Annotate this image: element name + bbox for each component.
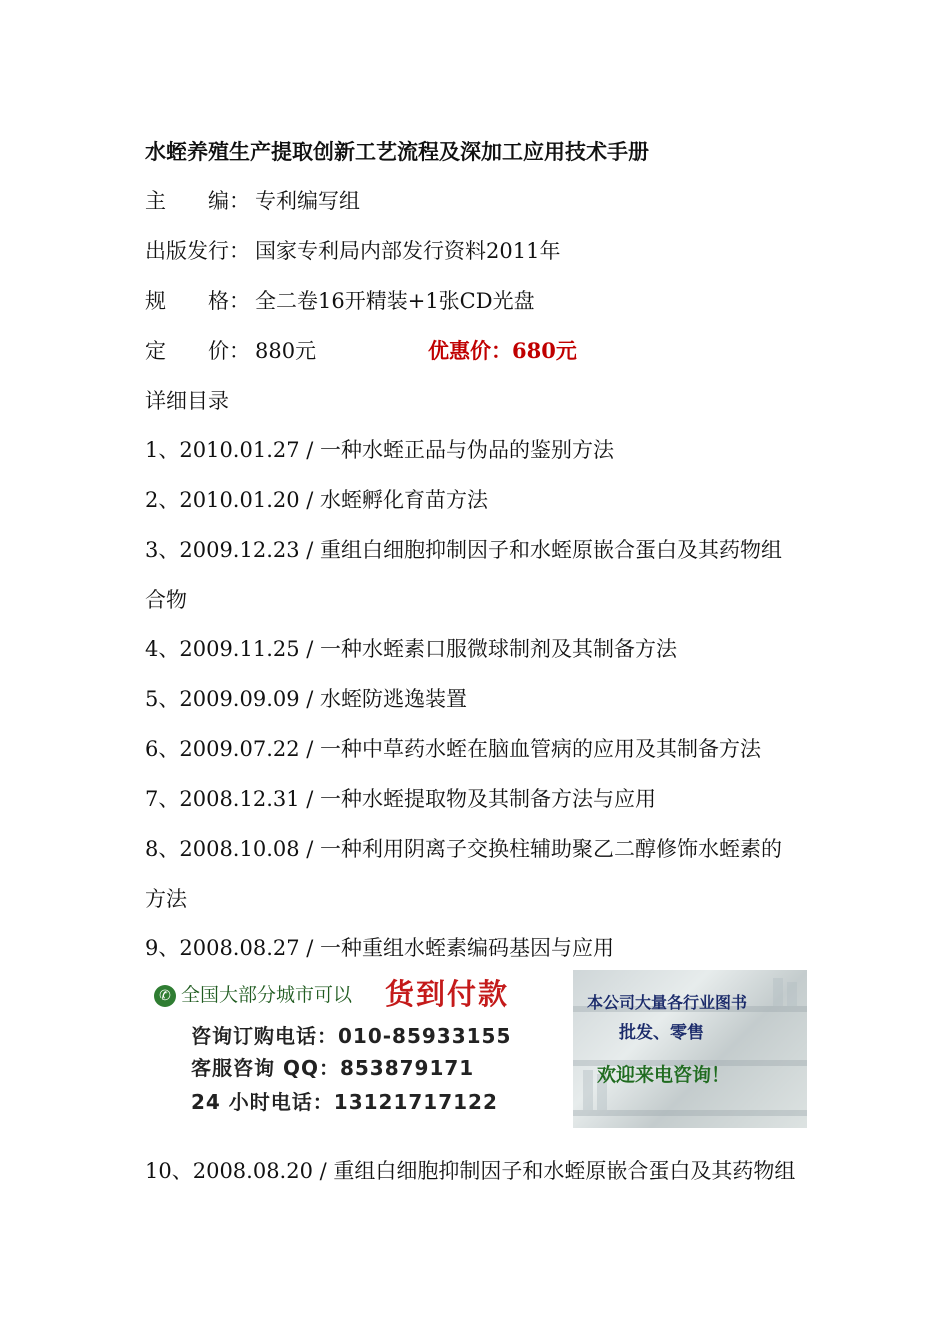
editor-line xyxy=(145,187,360,215)
toc-item: 9、2008.08.27 / 一种重组水蛭素编码基因与应用 xyxy=(145,936,615,960)
publisher-value: 国家专利局内部发行资料2011年 xyxy=(255,239,561,263)
book-decoration xyxy=(787,982,797,1006)
retail-text: 批发、零售 xyxy=(619,1023,704,1043)
wholesale-text: 本公司大量各行业图书 xyxy=(587,993,748,1012)
toc-item: 3、2009.12.23 / 重组白细胞抑制因子和水蛭原嵌合蛋白及其药物组 xyxy=(145,538,783,562)
delivery-headline: 全国大部分城市可以 xyxy=(181,984,353,1006)
service-qq: 客服咨询 QQ：853879171 xyxy=(191,1056,475,1080)
order-phone: 咨询订购电话：010-85933155 xyxy=(191,1024,512,1048)
bookstore-panel xyxy=(573,970,807,1128)
spec-label: 规 格： xyxy=(145,289,250,313)
promo-price: 优惠价：680元 xyxy=(428,338,577,363)
editor-label: 主 编： xyxy=(145,189,250,213)
document-title: 水蛭养殖生产提取创新工艺流程及深加工应用技术手册 xyxy=(145,139,649,164)
shelf-decoration xyxy=(573,1110,807,1116)
publisher-label: 出版发行： xyxy=(145,239,250,263)
contact-panel xyxy=(145,968,555,1130)
toc-item: 5、2009.09.09 / 水蛭防逃逸装置 xyxy=(145,687,468,711)
spec-line xyxy=(145,287,535,315)
toc-item: 1、2010.01.27 / 一种水蛭正品与伪品的鉴别方法 xyxy=(145,438,615,462)
toc-item: 7、2008.12.31 / 一种水蛭提取物及其制备方法与应用 xyxy=(145,787,657,811)
toc-item: 2、2010.01.20 / 水蛭孵化育苗方法 xyxy=(145,488,489,512)
phone-icon: ✆ xyxy=(154,985,176,1007)
price-line xyxy=(145,337,316,365)
cash-on-delivery-headline: 货到付款 xyxy=(385,977,510,1011)
toc-item: 10、2008.08.20 / 重组白细胞抑制因子和水蛭原嵌合蛋白及其药物组 xyxy=(145,1159,796,1183)
hotline: 24 小时电话：13121717122 xyxy=(191,1090,498,1114)
price-value: 880元 xyxy=(255,339,317,363)
book-decoration xyxy=(583,1070,593,1110)
price-label: 定 价： xyxy=(145,339,250,363)
spec-value: 全二卷16开精装+1张CD光盘 xyxy=(255,289,535,313)
advert-banner xyxy=(145,968,807,1130)
book-decoration xyxy=(773,978,783,1006)
publisher-line xyxy=(145,237,560,265)
toc-item-continued: 合物 xyxy=(145,588,187,612)
toc-item: 6、2009.07.22 / 一种中草药水蛭在脑血管病的应用及其制备方法 xyxy=(145,737,762,761)
toc-item: 8、2008.10.08 / 一种利用阴离子交换柱辅助聚乙二醇修饰水蛭素的 xyxy=(145,837,783,861)
toc-item-continued: 方法 xyxy=(145,887,187,911)
toc-item: 4、2009.11.25 / 一种水蛭素口服微球制剂及其制备方法 xyxy=(145,637,678,661)
toc-heading: 详细目录 xyxy=(145,389,229,413)
editor-value: 专利编写组 xyxy=(255,189,360,213)
welcome-text: 欢迎来电咨询！ xyxy=(597,1064,731,1086)
